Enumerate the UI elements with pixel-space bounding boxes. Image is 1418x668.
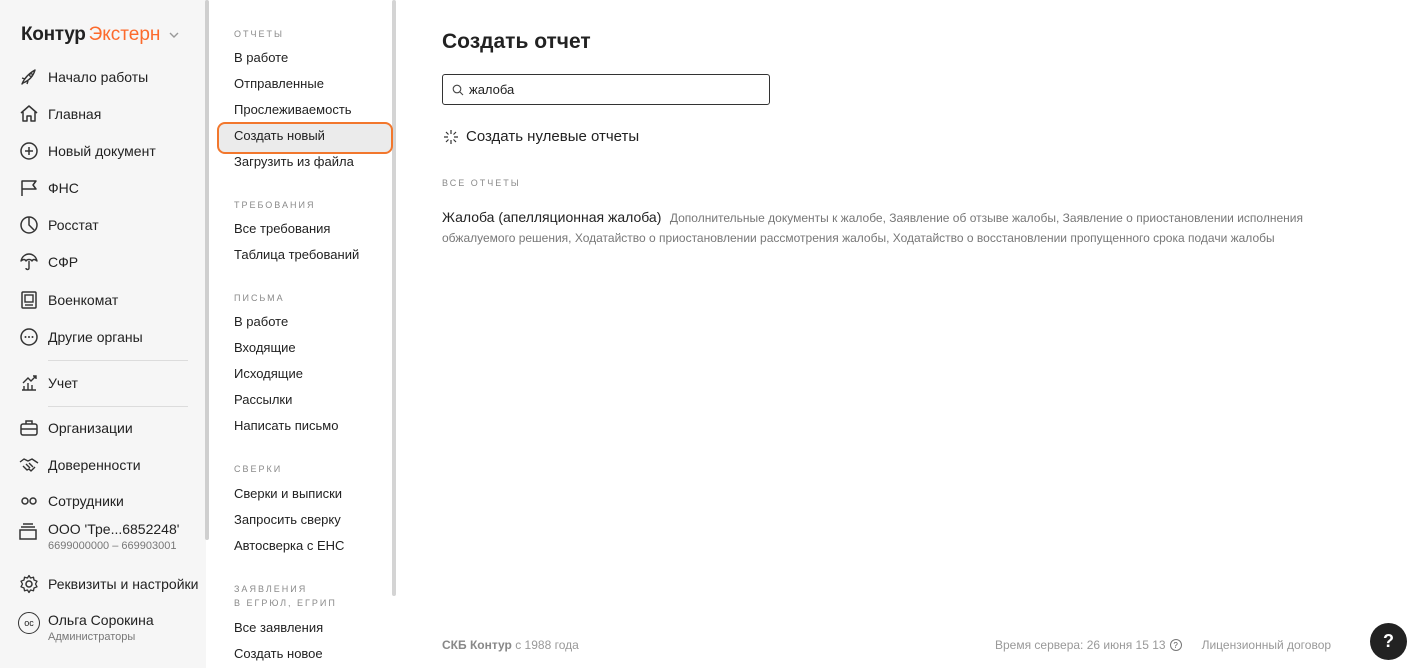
license-link[interactable]: Лицензионный договор [1201, 638, 1332, 652]
menu-reports-in-work[interactable]: В работе [234, 50, 289, 65]
report-result-item[interactable] [442, 207, 1372, 248]
sidebar-item-label: Начало работы [48, 69, 149, 85]
chart-growth-icon [18, 372, 40, 394]
sidebar-divider [48, 406, 188, 407]
sidebar-item-label: Сотрудники [48, 493, 124, 509]
sidebar-item-military[interactable] [18, 288, 118, 312]
menu-reconciliation-statements[interactable]: Сверки и выписки [234, 486, 343, 501]
more-circle-icon [18, 326, 40, 348]
sidebar-item-other[interactable] [18, 325, 143, 349]
menu-letters-mailings[interactable]: Рассылки [234, 392, 293, 407]
server-time: Время сервера: 26 июня 15 13 [995, 638, 1166, 652]
sidebar-item-label: Главная [48, 106, 102, 122]
flag-icon [18, 177, 40, 199]
sidebar-item-label: Учет [48, 375, 78, 391]
menu-header-applications-sub: В ЕГРЮЛ, ЕГРИП [234, 598, 337, 608]
search-icon [452, 84, 464, 96]
create-zero-reports-button[interactable] [443, 128, 639, 145]
footer-since: с 1988 года [515, 638, 579, 652]
sidebar-divider [48, 360, 188, 361]
sidebar-item-label: ФНС [48, 180, 79, 196]
report-result-title[interactable]: Жалоба (апелляционная жалоба) [442, 209, 662, 225]
menu-letters-outgoing[interactable]: Исходящие [234, 366, 303, 381]
military-badge-icon [18, 289, 40, 311]
menu-requirements-all[interactable]: Все требования [234, 221, 331, 236]
menu-header-letters: ПИСЬМА [234, 293, 285, 303]
menu-reports-create-new[interactable]: Создать новый [234, 128, 325, 143]
footer-right [995, 638, 1331, 652]
menu-header-reconciliation: СВЕРКИ [234, 464, 283, 474]
sidebar-item-label: Новый документ [48, 143, 156, 159]
footer-company[interactable]: СКБ Контур [442, 638, 512, 652]
sidebar-item-label: Другие органы [48, 329, 143, 345]
help-button[interactable]: ? [1370, 623, 1407, 660]
handshake-icon [18, 454, 40, 476]
sidebar-item-accounting[interactable] [18, 371, 78, 395]
section-menu-scrollbar[interactable] [392, 0, 396, 596]
people-icon [18, 493, 40, 510]
user-name: Ольга Сорокина [48, 612, 154, 628]
section-menu [212, 0, 392, 668]
all-reports-header: ВСЕ ОТЧЕТЫ [442, 178, 521, 188]
sidebar-item-label: Организации [48, 420, 133, 436]
sidebar-item-start[interactable] [18, 65, 148, 89]
menu-reports-sent[interactable]: Отправленные [234, 76, 324, 91]
sidebar-item-new-document[interactable] [18, 139, 156, 163]
organization-name: ООО 'Тре...6852248' [48, 521, 180, 537]
brand-logo[interactable] [21, 24, 180, 46]
question-circle-icon[interactable]: ? [1170, 639, 1182, 651]
gear-icon [18, 573, 40, 595]
search-value: жалоба [469, 82, 515, 97]
menu-applications-create[interactable]: Создать новое [234, 646, 323, 661]
sidebar-item-rosstat[interactable] [18, 213, 99, 237]
menu-letters-incoming[interactable]: Входящие [234, 340, 296, 355]
briefcase-icon [18, 417, 40, 439]
sidebar-item-label: СФР [48, 254, 79, 270]
sidebar-item-organizations[interactable] [18, 416, 133, 440]
user-role: Администраторы [48, 631, 136, 643]
sidebar-item-home[interactable] [18, 102, 101, 126]
sidebar-item-sfr[interactable] [18, 250, 78, 274]
rocket-icon [18, 66, 40, 88]
stack-icon [18, 521, 40, 543]
sidebar-item-employees[interactable] [18, 490, 124, 510]
menu-reconciliation-auto[interactable]: Автосверка с ЕНС [234, 538, 345, 553]
home-icon [18, 103, 40, 125]
menu-header-requirements: ТРЕБОВАНИЯ [234, 200, 316, 210]
menu-requirements-table[interactable]: Таблица требований [234, 247, 360, 262]
pie-chart-icon [18, 214, 40, 236]
menu-letters-in-work[interactable]: В работе [234, 314, 289, 329]
sidebar-scrollbar[interactable] [205, 0, 209, 540]
menu-reports-upload-file[interactable]: Загрузить из файла [234, 154, 354, 169]
chevron-down-icon [168, 29, 180, 41]
menu-header-reports: ОТЧЕТЫ [234, 29, 284, 39]
menu-applications-all[interactable]: Все заявления [234, 620, 324, 635]
sidebar-item-label: Доверенности [48, 457, 141, 473]
page-title: Создать отчет [442, 30, 591, 53]
sidebar-item-settings[interactable] [18, 572, 198, 596]
menu-letters-write[interactable]: Написать письмо [234, 418, 339, 433]
sidebar [0, 0, 206, 668]
organization-codes: 6699000000 – 669903001 [48, 540, 177, 552]
report-result-description: Дополнительные документы к жалобе, Заявление об отзыве жалобы, Заявление о приостановлении исполнения обжалуемого решения, Ходатайство о приостановлении рассмотрения жалобы, Ходатайство о восстановлении пропущенного срока подачи жалобы [442, 211, 1303, 245]
menu-reports-traceability[interactable]: Прослеживаемость [234, 102, 352, 117]
brand-part2: Экстерн [88, 24, 161, 45]
sparkle-icon [443, 129, 459, 145]
sidebar-item-label: Военкомат [48, 292, 119, 308]
plus-circle-icon [18, 140, 40, 162]
sidebar-item-powers[interactable] [18, 453, 141, 477]
sidebar-item-label: Реквизиты и настройки [48, 576, 199, 592]
user-avatar: ос [18, 612, 40, 634]
brand-part1: Контур [21, 24, 86, 45]
create-zero-reports-label: Создать нулевые отчеты [466, 128, 640, 145]
sidebar-item-fns[interactable] [18, 176, 79, 200]
umbrella-icon [18, 251, 40, 273]
search-input[interactable] [442, 74, 770, 105]
menu-reconciliation-request[interactable]: Запросить сверку [234, 512, 341, 527]
sidebar-item-label: Росстат [48, 217, 99, 233]
footer-copyright [442, 638, 579, 652]
user-profile[interactable] [18, 612, 154, 643]
menu-header-applications: ЗАЯВЛЕНИЯ [234, 584, 308, 594]
organization-switcher[interactable] [18, 521, 179, 552]
